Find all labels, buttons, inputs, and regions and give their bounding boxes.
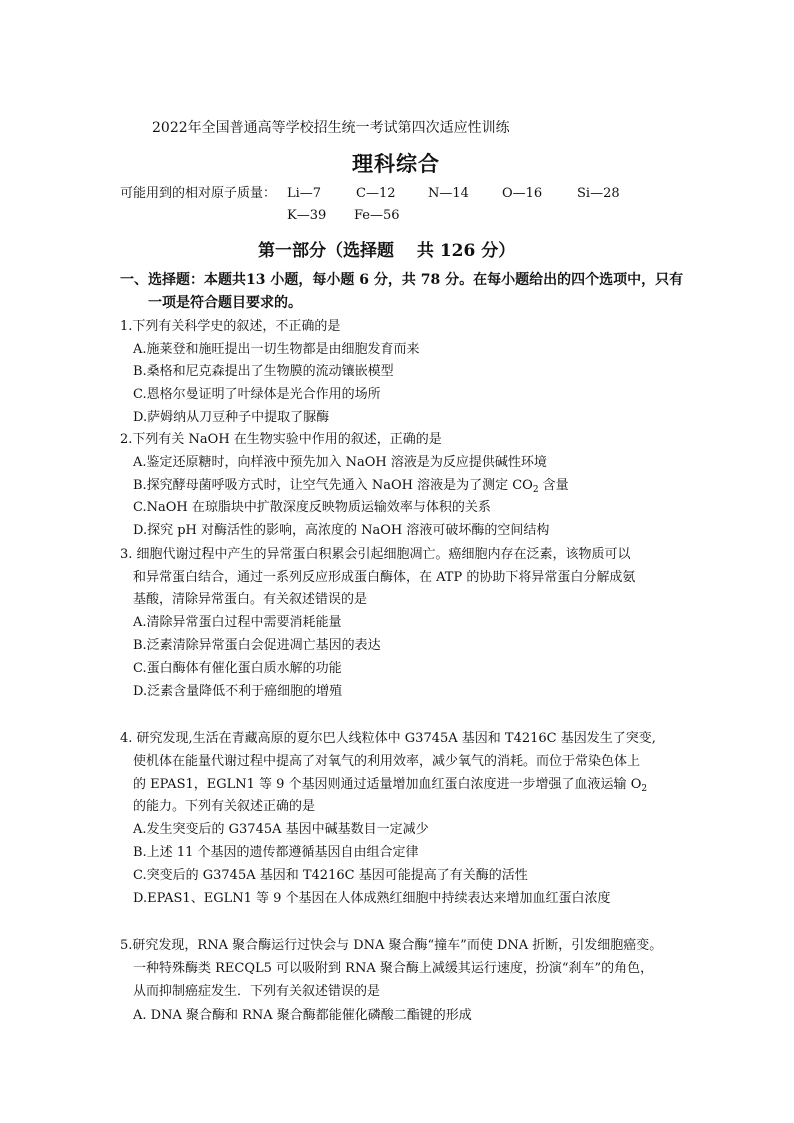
question-4-option-c: C.突变后的 G3745A 基因和 T4216C 基因可能提高了有关酶的活性 [133, 868, 528, 883]
section-instructions-line1: 一、选择题：本题共13 小题，每小题 6 分，共 78 分。在每小题给出的四个选项中，只有 [120, 272, 684, 288]
atomic-mass-li: Li—7 [287, 186, 322, 201]
atomic-mass-n: N—14 [428, 186, 469, 201]
question-1-option-a: A.施莱登和施旺提出一切生物都是由细胞发育而来 [133, 342, 420, 357]
atomic-mass-fe: Fe—56 [354, 208, 400, 223]
question-3-stem-line1: 3. 细胞代谢过程中产生的异常蛋白积累会引起细胞凋亡。癌细胞内存在泛素，该物质可以 [120, 547, 631, 562]
question-5-option-a: A. DNA 聚合酶和 RNA 聚合酶都能催化磷酸二酯键的形成 [133, 1008, 472, 1023]
question-5-stem-line2: 一种特殊酶类 RECQL5 可以吸附到 RNA 聚合酶上减缓其运行速度，扮演“刹车”的角色， [133, 961, 654, 976]
question-2-option-b-text: B.探究酵母菌呼吸方式时，让空气先通入 NaOH 溶液是为了测定 CO [133, 478, 533, 493]
question-4-stem-line2: 使机体在能量代谢过程中提高了对氧气的利用效率，减少氧气的消耗。而位于常染色体上 [133, 754, 641, 769]
question-2-option-a: A.鉴定还原糖时，向样液中预先加入 NaOH 溶液是为反应提供碱性环境 [133, 455, 547, 470]
question-4-stem-line3 [133, 775, 647, 795]
question-2-stem: 2.下列有关 NaOH 在生物实验中作用的叙述，正确的是 [120, 432, 442, 447]
exam-title: 2022年全国普通高等学校招生统一考试第四次适应性训练 [152, 120, 510, 136]
question-1-option-c: C.恩格尔曼证明了叶绿体是光合作用的场所 [133, 387, 381, 402]
atomic-mass-c: C—12 [356, 186, 396, 201]
question-2-option-b [133, 476, 569, 496]
question-3-stem-line2: 和异常蛋白结合，通过一系列反应形成蛋白酶体，在 ATP 的协助下将异常蛋白分解成氨 [133, 570, 636, 585]
question-2-option-d: D.探究 pH 对酶活性的影响，高浓度的 NaOH 溶液可破坏酶的空间结构 [133, 523, 550, 538]
co2-subscript: 2 [532, 485, 539, 495]
atomic-mass-label: 可能用到的相对原子质量： [120, 186, 277, 201]
section-instructions-line2: 一项是符合题目要求的。 [148, 295, 302, 311]
subject-title: 理科综合 [352, 151, 440, 176]
o2-subscript: 2 [641, 784, 648, 794]
question-3-option-b: B.泛素清除异常蛋白会促进凋亡基因的表达 [133, 638, 381, 653]
question-5-stem-line1: 5.研究发现，RNA 聚合酶运行过快会与 DNA 聚合酶“撞车”而使 DNA 折断，引发细胞癌变。 [120, 938, 663, 953]
question-2-option-c: C.NaOH 在琼脂块中扩散深度反映物质运输效率与体积的关系 [133, 500, 491, 515]
atomic-mass-si: Si—28 [577, 186, 620, 201]
question-3-stem-line3: 基酸，清除异常蛋白。有关叙述错误的是 [133, 592, 368, 607]
part-one-heading: 第一部分（选择题 共 126 分） [258, 241, 516, 261]
question-3-option-d: D.泛素含量降低不利于癌细胞的增殖 [133, 684, 343, 699]
atomic-mass-k: K—39 [287, 208, 327, 223]
atomic-mass-o: O—16 [502, 186, 543, 201]
question-4-stem-line3-text: 的 EPAS1，EGLN1 等 9 个基因则通过适量增加血红蛋白浓度进一步增强了血液运输 O [133, 777, 642, 792]
question-4-stem-line1: 4. 研究发现,生活在青藏高原的夏尔巴人线粒体中 G3745A 基因和 T4216C 基因发生了突变, [120, 731, 656, 746]
question-1-stem: 1.下列有关科学史的叙述，不正确的是 [120, 319, 341, 334]
question-3-option-c: C.蛋白酶体有催化蛋白质水解的功能 [133, 661, 342, 676]
question-3-option-a: A.清除异常蛋白过程中需要消耗能量 [133, 615, 342, 630]
question-4-option-a: A.发生突变后的 G3745A 基因中碱基数目一定减少 [133, 822, 429, 837]
question-2-option-b-tail: 含量 [538, 478, 569, 493]
question-1-option-d: D.萨姆纳从刀豆种子中提取了脲酶 [133, 410, 330, 425]
question-4-option-b: B.上述 11 个基因的遗传都遵循基因自由组合定律 [133, 845, 419, 860]
question-1-option-b: B.桑格和尼克森提出了生物膜的流动镶嵌模型 [133, 364, 394, 379]
question-5-stem-line3: 从而抑制癌症发生．下列有关叙述错误的是 [133, 984, 381, 999]
question-4-option-d: D.EPAS1、EGLN1 等 9 个基因在人体成熟红细胞中持续表达来增加血红蛋白浓度 [133, 891, 611, 906]
question-4-stem-line4: 的能力。下列有关叙述正确的是 [133, 799, 316, 814]
